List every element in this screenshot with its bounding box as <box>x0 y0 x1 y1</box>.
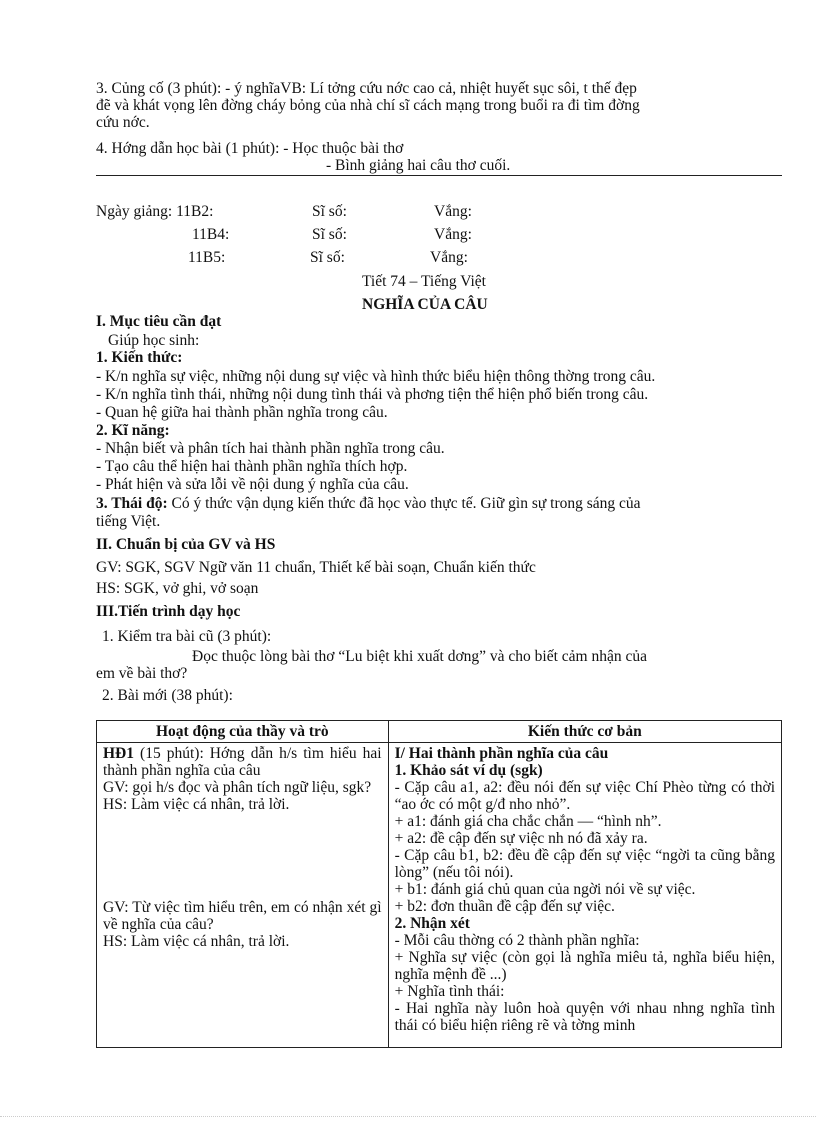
schedule-siso-2: Sĩ số: <box>312 226 347 243</box>
schedule-siso-3: Sĩ số: <box>310 249 345 266</box>
knowledge-item-8: + Nghĩa sự việc (còn gọi là nghĩa miêu tả, nghĩa biểu hiện, nghĩa mệnh đề ...) <box>394 949 775 983</box>
gv-step-2: GV: Từ việc tìm hiểu trên, em có nhận xét gì về nghĩa của câu? <box>103 899 382 933</box>
bai-moi-label: 2. Bài mới (38 phút): <box>102 687 233 704</box>
ki-nang-2: - Tạo câu thể hiện hai thành phần nghĩa thích hợp. <box>96 458 408 475</box>
ki-nang-3: - Phát hiện và sửa lỗi về nội dung ý nghĩa của câu. <box>96 476 409 493</box>
hs-step-1: HS: Làm việc cá nhân, trả lời. <box>103 796 290 813</box>
thai-do-text: Có ý thức vận dụng kiến thức đã học vào thực tế. Giữ gìn sự trong sáng của <box>171 495 641 512</box>
chuan-bi-hs: HS: SGK, vở ghi, vở soạn <box>96 580 259 597</box>
cung-co-line-1: 3. Củng cố (3 phút): - ý nghĩaVB: Lí tởng cứu nớc cao cả, nhiệt huyết sục sôi, t thế đẹp <box>96 80 637 97</box>
lesson-period: Tiết 74 – Tiếng Việt <box>362 273 486 290</box>
schedule-vang-1: Vắng: <box>434 203 472 220</box>
knowledge-item-1: - Cặp câu a1, a2: đều nói đến sự việc Chí Phèo từng có thời “ao ớc có một g/đ nho nhỏ”. <box>394 779 775 813</box>
knowledge-item-9: + Nghĩa tình thái: <box>394 983 505 1000</box>
section-heading-1a: 1. Khảo sát ví dụ (sgk) <box>394 762 543 779</box>
kiem-tra-label: 1. Kiểm tra bài cũ (3 phút): <box>102 628 272 645</box>
kien-thuc-3: - Quan hệ giữa hai thành phần nghĩa trong câu. <box>96 404 388 421</box>
table-row <box>97 743 782 1048</box>
table-header-knowledge: Kiến thức cơ bản <box>388 721 781 743</box>
gv-step-1: GV: gọi h/s đọc và phân tích ngữ liệu, sgk? <box>103 779 372 796</box>
schedule-vang-2: Vắng: <box>434 226 472 243</box>
schedule-label-2: 11B4: <box>192 226 230 243</box>
chuan-bi-heading: II. Chuẩn bị của GV và HS <box>96 536 276 553</box>
knowledge-item-7: - Mỗi câu thờng có 2 thành phần nghĩa: <box>394 932 640 949</box>
activities-cell <box>97 743 389 1048</box>
cung-co-line-3: cứu nớc. <box>96 114 150 131</box>
ki-nang-heading: 2. Kĩ năng: <box>96 422 170 439</box>
schedule-label-1: Ngày giảng: 11B2: <box>96 203 214 220</box>
schedule-label-3: 11B5: <box>188 249 226 266</box>
page-footer-dots <box>0 1116 816 1117</box>
huong-dan-line-2: - Bình giảng hai câu thơ cuối. <box>326 157 511 174</box>
hd1-text: (15 phút): Hớng dẫn h/s tìm hiểu hai thành phần nghĩa của câu <box>103 745 382 779</box>
thai-do-line-2: tiếng Việt. <box>96 513 161 530</box>
chuan-bi-gv: GV: SGK, SGV Ngữ văn 11 chuẩn, Thiết kế bài soạn, Chuẩn kiến thức <box>96 559 536 576</box>
knowledge-item-10: - Hai nghĩa này luôn hoà quyện với nhau nhng nghĩa tình thái có biểu hiện riêng rẽ và tờng minh <box>394 1000 775 1034</box>
knowledge-cell <box>388 743 781 1048</box>
knowledge-item-5: + b1: đánh giá chủ quan của ngời nói về sự việc. <box>394 881 696 898</box>
kiem-tra-question-2: em về bài thơ? <box>96 665 188 682</box>
lesson-table <box>96 720 782 1048</box>
divider <box>96 175 782 176</box>
knowledge-item-4: - Cặp câu b1, b2: đều đề cập đến sự việc “ngời ta cũng bằng lòng” (nếu tôi nói). <box>394 847 775 881</box>
knowledge-item-2: + a1: đánh giá cha chắc chắn — “hình nh”. <box>394 813 662 830</box>
kien-thuc-2: - K/n nghĩa tình thái, những nội dung tình thái và phơng tiện thể hiện phổ biến trong câu. <box>96 386 649 403</box>
cung-co-line-2: đẽ và khát vọng lên đờng cháy bỏng của nhà chí sĩ cách mạng trong buổi ra đi tìm đờng <box>96 97 640 114</box>
kien-thuc-1: - K/n nghĩa sự việc, những nội dung sự việc và hình thức biểu hiện thông thờng trong câu. <box>96 368 656 385</box>
hd1-label: HĐ1 <box>103 745 134 762</box>
ki-nang-1: - Nhận biết và phân tích hai thành phần nghĩa trong câu. <box>96 440 445 457</box>
tien-trinh-heading: III.Tiến trình dạy học <box>96 603 241 620</box>
lesson-title: NGHĨA CỦA CÂU <box>362 296 488 313</box>
schedule-siso-1: Sĩ số: <box>312 203 347 220</box>
kien-thuc-heading: 1. Kiến thức: <box>96 349 183 366</box>
section-heading-1: I/ Hai thành phần nghĩa của câu <box>394 745 609 762</box>
thai-do-heading: 3. Thái độ: <box>96 495 168 512</box>
knowledge-item-3: + a2: đề cập đến sự việc nh nó đã xảy ra. <box>394 830 648 847</box>
muc-tieu-intro: Giúp học sinh: <box>108 332 200 349</box>
section-heading-2: 2. Nhận xét <box>394 915 470 932</box>
hs-step-2: HS: Làm việc cá nhân, trả lời. <box>103 933 290 950</box>
hd1-block <box>103 745 382 779</box>
muc-tieu-heading: I. Mục tiêu cần đạt <box>96 313 222 330</box>
thai-do-line-1 <box>96 495 641 512</box>
table-header-activities: Hoạt động của thầy và trò <box>97 721 389 743</box>
schedule-vang-3: Vắng: <box>430 249 468 266</box>
kiem-tra-question-1: Đọc thuộc lòng bài thơ “Lu biệt khi xuất dơng” và cho biết cảm nhận của <box>192 648 647 665</box>
knowledge-item-6: + b2: đơn thuần đề cập đến sự việc. <box>394 898 615 915</box>
huong-dan-line-1: 4. Hớng dẫn học bài (1 phút): - Học thuộc bài thơ <box>96 140 404 157</box>
table-header-row <box>97 721 782 743</box>
